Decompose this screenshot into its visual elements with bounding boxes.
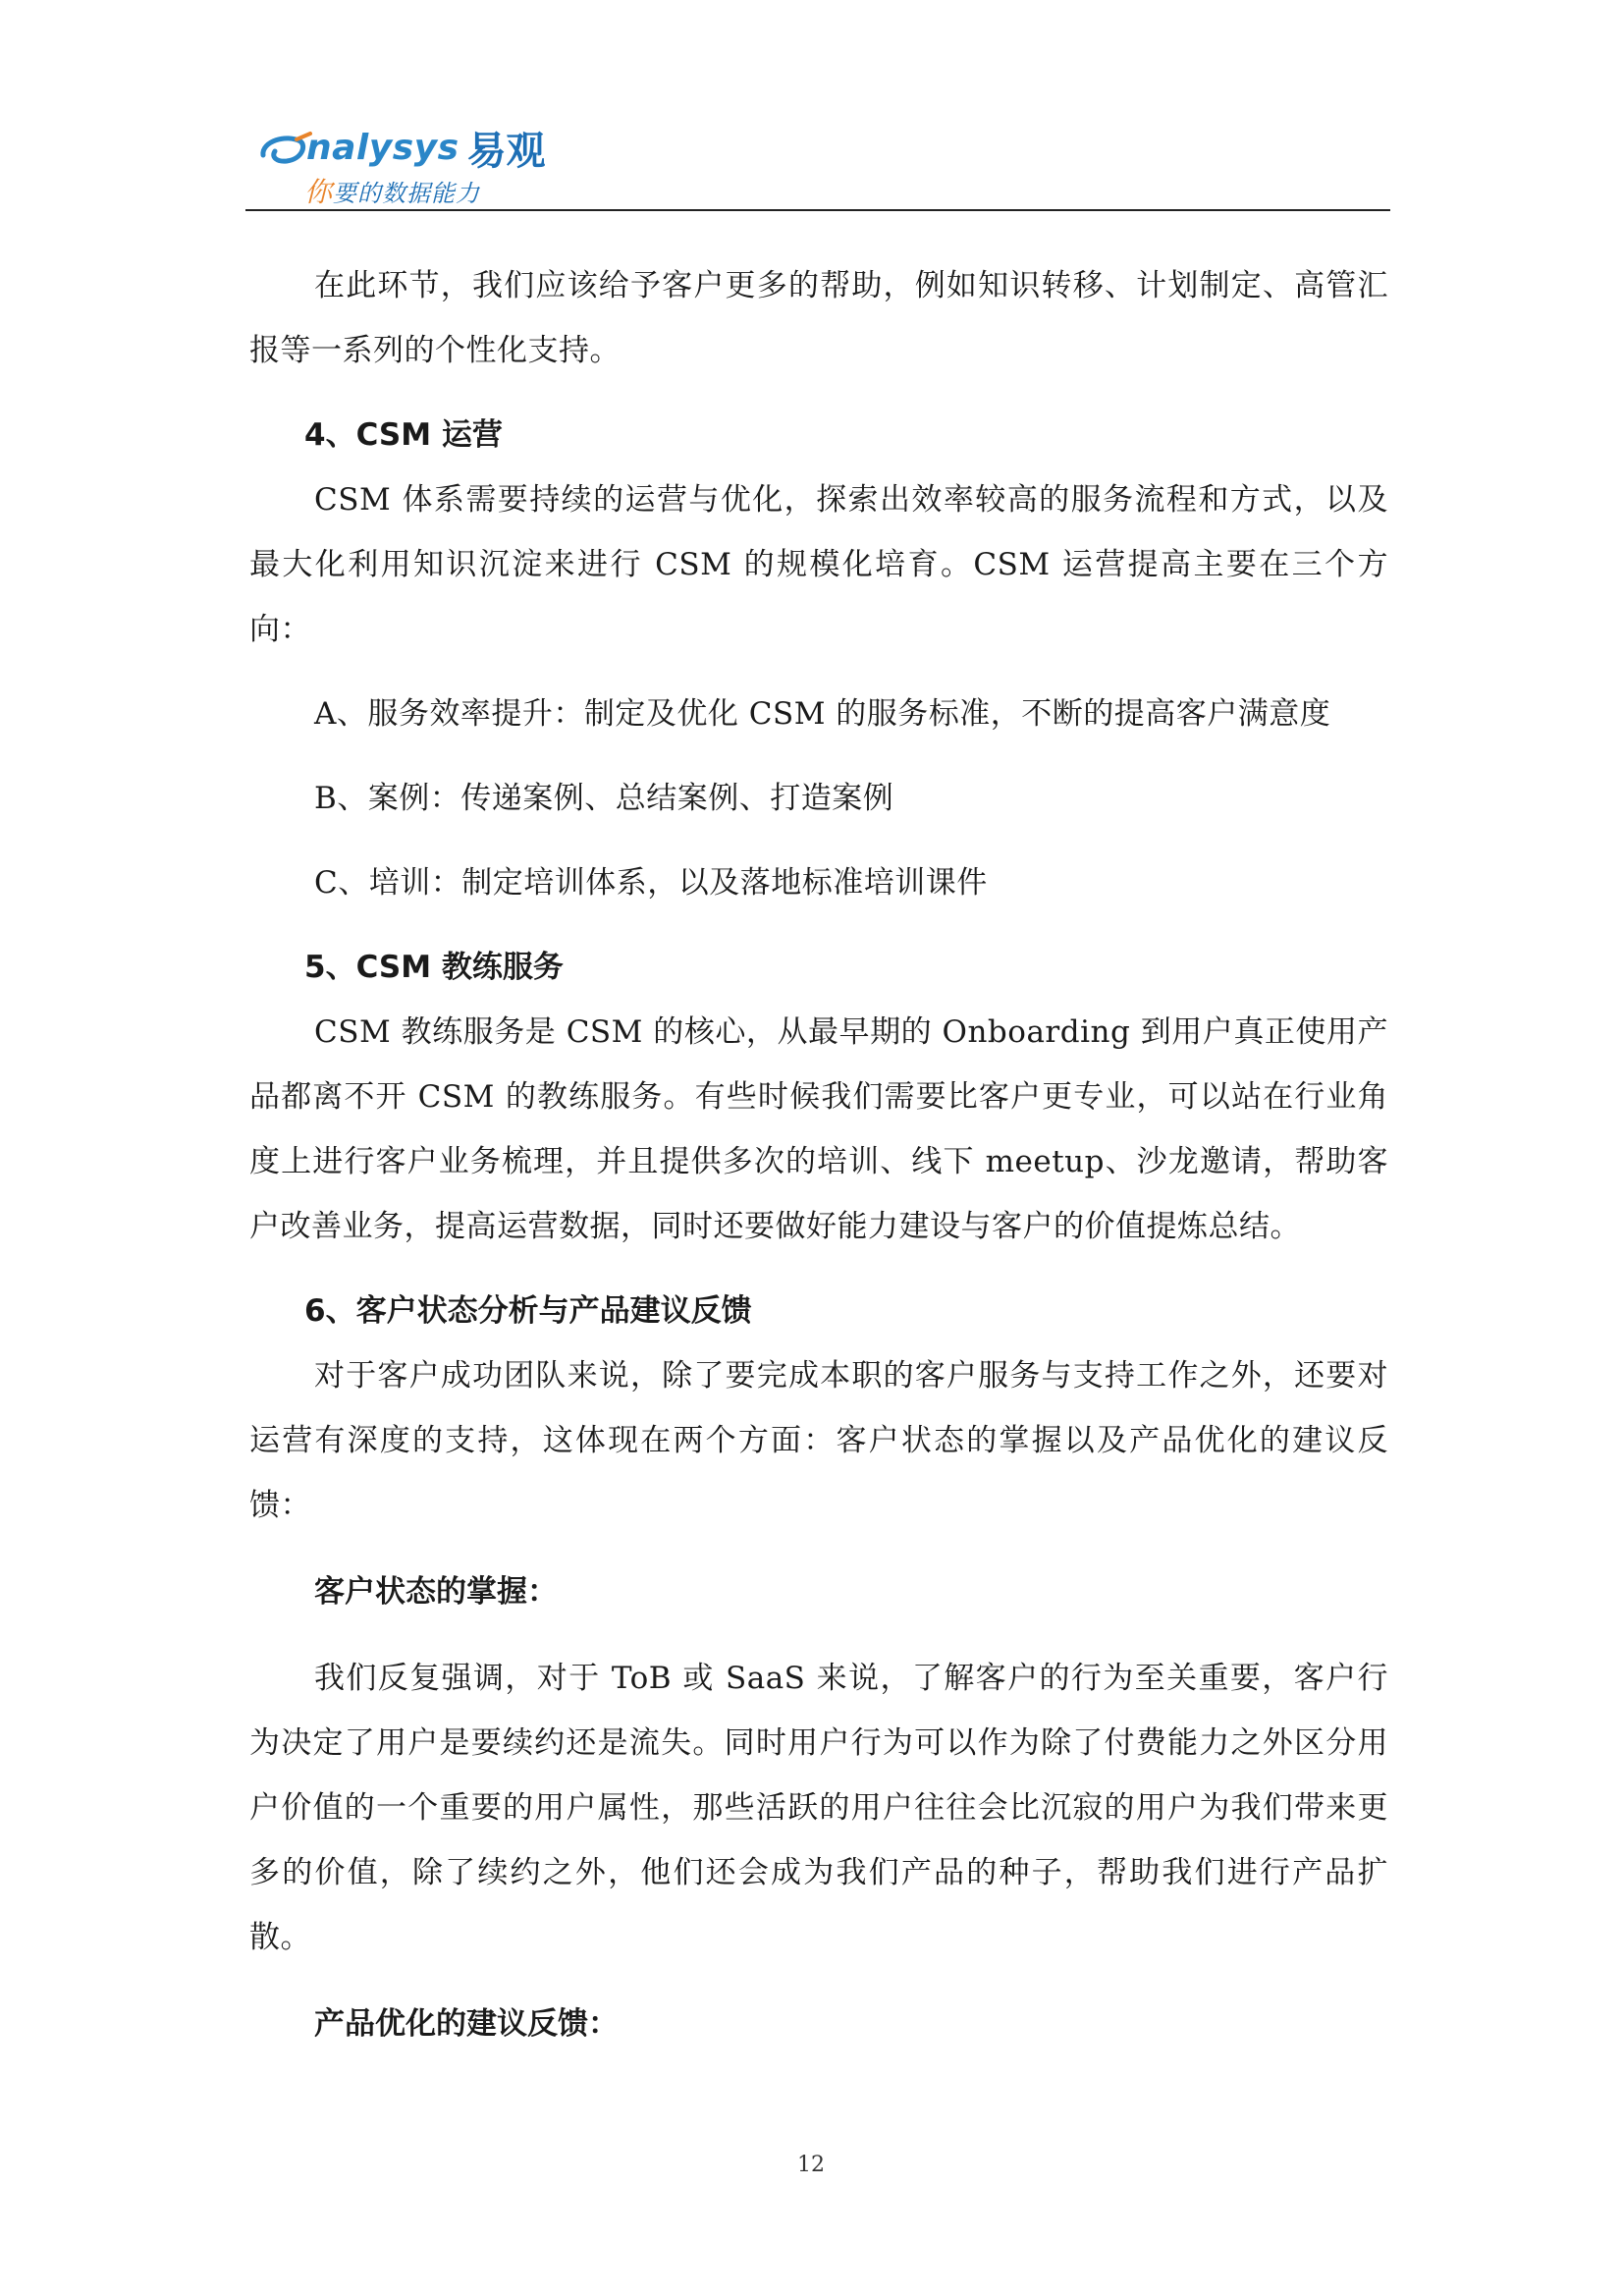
logo-brand-cn: 易观 <box>466 129 546 174</box>
logo-swoosh-icon <box>257 130 312 169</box>
customer-status-paragraph: 我们反复强调，对于 ToB 或 SaaS 来说，了解客户的行为至关重要，客户行为决定了用户是要续约还是流失。同时用户行为可以作为除了付费能力之外区分用户价值的一个重要的用户属性，那些活跃的用户往往会比沉寂的用户为我们带来更多的价值，除了续约之外，他们还会成为我们产品的种子，帮助我们进行产品扩散。 <box>249 1661 1388 1955</box>
product-feedback-heading: 产品优化的建议反馈： <box>314 2006 619 2042</box>
section-4-item-b: B、案例：传递案例、总结案例、打造案例 <box>314 781 894 816</box>
section-5-heading: 5、CSM 教练服务 <box>304 950 564 985</box>
header-divider <box>245 209 1390 211</box>
logo-tagline-accent: 你 <box>304 176 334 208</box>
logo-tagline-text: 要的数据能力 <box>333 180 481 207</box>
page-header <box>245 116 1390 208</box>
document-body <box>249 253 1388 2056</box>
section-5-paragraph: CSM 教练服务是 CSM 的核心，从最早期的 Onboarding 到用户真正使用产品都离不开 CSM 的教练服务。有些时候我们需要比客户更专业，可以站在行业角度上进行客户业务梳理，并且提供多次的培训、线下 meetup、沙龙邀请，帮助客户改善业务，提高运营数据，同时还要做好能力建设与客户的价值提炼总结。 <box>249 1014 1388 1244</box>
intro-paragraph: 在此环节，我们应该给予客户更多的帮助，例如知识转移、计划制定、高管汇报等一系列的个性化支持。 <box>249 268 1388 368</box>
logo-tagline <box>304 171 480 210</box>
section-4-item-a: A、服务效率提升：制定及优化 CSM 的服务标准，不断的提高客户满意度 <box>314 696 1331 732</box>
section-4-heading: 4、CSM 运营 <box>304 417 503 453</box>
customer-status-heading: 客户状态的掌握： <box>314 1574 558 1610</box>
page-number: 12 <box>797 2153 825 2177</box>
company-logo <box>263 120 577 208</box>
logo-brand-en: nalysys <box>306 128 460 168</box>
section-6-heading: 6、客户状态分析与产品建议反馈 <box>304 1293 752 1329</box>
logo-brand <box>306 120 546 174</box>
section-6-paragraph: 对于客户成功团队来说，除了要完成本职的客户服务与支持工作之外，还要对运营有深度的支持，这体现在两个方面：客户状态的掌握以及产品优化的建议反馈： <box>249 1358 1388 1523</box>
section-4-paragraph: CSM 体系需要持续的运营与优化，探索出效率较高的服务流程和方式，以及最大化利用知识沉淀来进行 CSM 的规模化培育。CSM 运营提高主要在三个方向： <box>249 482 1388 647</box>
section-4-item-c: C、培训：制定培训体系，以及落地标准培训课件 <box>314 865 988 901</box>
